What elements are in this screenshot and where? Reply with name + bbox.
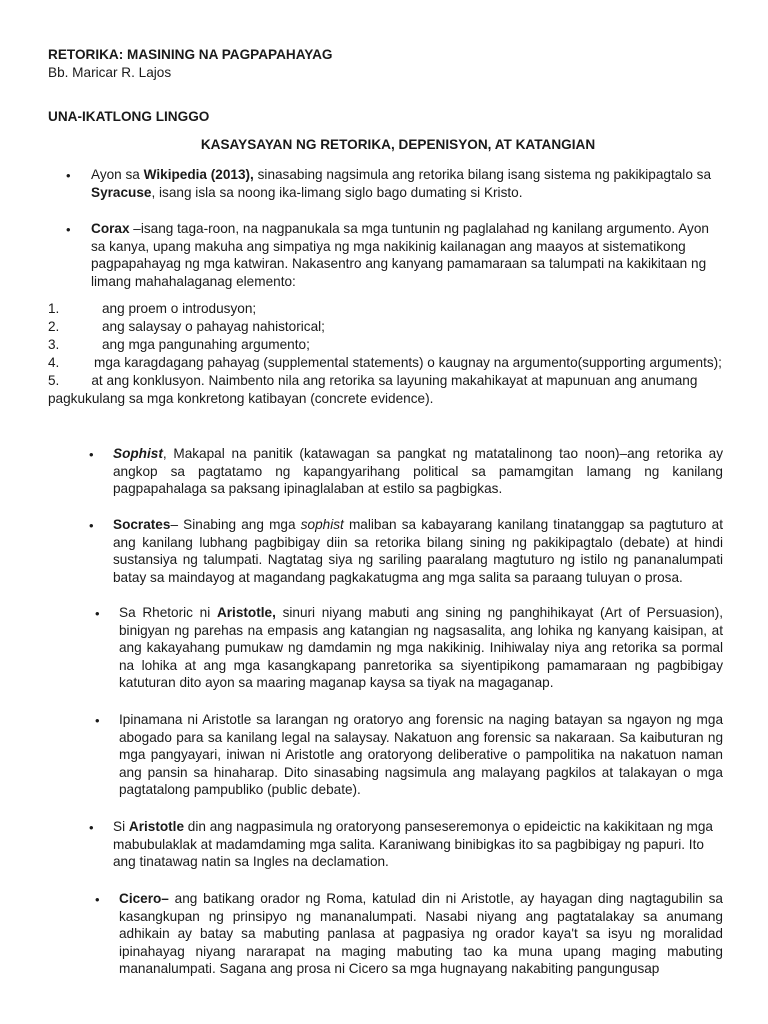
course-title: RETORIKA: MASINING NA PAGPAPAHAYAG [48, 47, 333, 62]
list-item: ang salaysay o pahayag nahistorical; [102, 319, 325, 334]
bullet-dot: • [89, 820, 94, 835]
list-item-5: 5. at ang konklusyon. Naimbento nila ang retorika sa layuning makahikayat at mapunuan ang anumang pagkukulang sa mga konkretong katibayan (concrete evidence). [48, 373, 698, 406]
aristotle-forensic-paragraph: Ipinamana ni Aristotle sa larangan ng oratoryo ang forensic na naging batayan sa ngayon ng mga abogado para sa kanilang legal na salaysay. Nakatuon ang forensic sa nakaraan. Sa kaibuturan ng mga pangyayari, iniwan ni Aristotle ang oratoryong deliberative o pampolitika na nakatuon naman ang pansin sa hinaharap. Dito sinasabing nagsimula ang malayang pagkilos at talakayan o mga pagtatalong pampubliko (public debate). [119, 712, 723, 798]
list-number: 3. [48, 337, 60, 352]
week-label: UNA-IKATLONG LINGGO [48, 109, 210, 124]
instructor-name: Bb. Maricar R. Lajos [48, 65, 172, 80]
section-title: KASAYSAYAN NG RETORIKA, DEPENISYON, AT KATANGIAN [200, 137, 596, 152]
socrates-paragraph: Socrates– Sinabing ang mga sophist maliban sa kabayarang kanilang tinatanggap sa pagtuturo at ang kanilang lubhang pagbibigay diin sa retorika bilang sining ng pakikipagtalo (debate) at hindi sustansiya ng talumpati. Nagtatag siya ng sariling paaralang magtuturo ng istilo ng pananalumpati batay sa maindayog at magandang pagkakatugma ang mga salita sa paraang tuluyan o prosa. [113, 517, 723, 585]
bullet-dot: • [66, 222, 71, 237]
list-number: 4. [48, 355, 60, 370]
aristotle-rhetoric-paragraph: Sa Rhetoric ni Aristotle, sinuri niyang mabuti ang sining ng panghihikayat (Art of Persuasion), binigyan ng parehas na empasis ang katangian ng nagsasalita, ang lohika ng kanyang kaisipan, at ang kakayahang pumukaw ng damdamin ng mga nakikinig. Inihiwalay niya ang retorika sa pormal na lohika at ang mga kasangkapang panretorika sa siyentipikong pamamaraan ng pagbibigay katuturan dito ayon sa maaring maganap kaysa sa tiyak na magaganap. [119, 605, 723, 691]
bullet-dot: • [66, 168, 71, 183]
corax-paragraph: Corax –isang taga-roon, na nagpanukala sa mga tuntunin ng paglalahad ng kanilang argumento. Ayon sa kanya, upang makuha ang simpatiya ng mga nakikinig kailanagan ang maayos at sistematikong pagpapahayag ng mga katwiran. Nakasentro ang kanyang pamamaraan sa talumpati na kakikitaan ng limang mahahalaganag elemento: [91, 221, 709, 289]
sophist-paragraph: Sophist, Makapal na panitik (katawagan sa pangkat ng matatalinong tao noon)–ang retorika ay angkop sa pagtatamo ng kapangyarihang political sa pamamgitan lamang ng kanilang pagpapahalaga sa paksang ipinaglalaban at estilo sa pagbigkas. [113, 446, 723, 497]
list-number: 2. [48, 319, 60, 334]
bullet-dot: • [95, 713, 100, 728]
bullet-dot: • [95, 892, 100, 907]
list-item: ang proem o introdusyon; [102, 301, 257, 316]
list-item: ang mga pangunahing argumento; [102, 337, 310, 352]
bullet-dot: • [89, 447, 94, 462]
cicero-paragraph: Cicero– ang batikang orador ng Roma, katulad din ni Aristotle, ay hayagan ding nagtagubilin sa kasangkupan ng prinsipyo ng mananalumpati. Nasabi niyang ang pagtatalakay sa anumang adhikain ay batay sa mabuting panlasa at pagpasiya ng orador kaya't sa isyu ng moralidad ipinahayag niyang nararapat na maging mabuting tao ka muna upang maging mabuting mananalumpati. Sagana ang prosa ni Cicero sa mga hugnayang nakabiting pangungusap [119, 891, 723, 977]
bullet-dot: • [95, 606, 100, 621]
list-item: mga karagdagang pahayag (supplemental statements) o kaugnay na argumento(supporting arguments); [94, 355, 722, 370]
bullet-dot: • [89, 518, 94, 533]
wikipedia-paragraph: Ayon sa Wikipedia (2013), sinasabing nagsimula ang retorika bilang isang sistema ng pakikipagtalo sa Syracuse, isang isla sa noong ika-limang siglo bago dumating si Kristo. [91, 167, 712, 200]
aristotle-epideictic-paragraph: Si Aristotle din ang nagpasimula ng oratoryong panseseremonya o epideictic na kakikitaan ng mga mabubulaklak at madamdaming mga salita. Karaniwang binibigkas ito sa pagbibigay ng papuri. Ito ang tinatawag natin sa Ingles na declamation. [113, 819, 713, 870]
list-number: 1. [48, 301, 60, 316]
